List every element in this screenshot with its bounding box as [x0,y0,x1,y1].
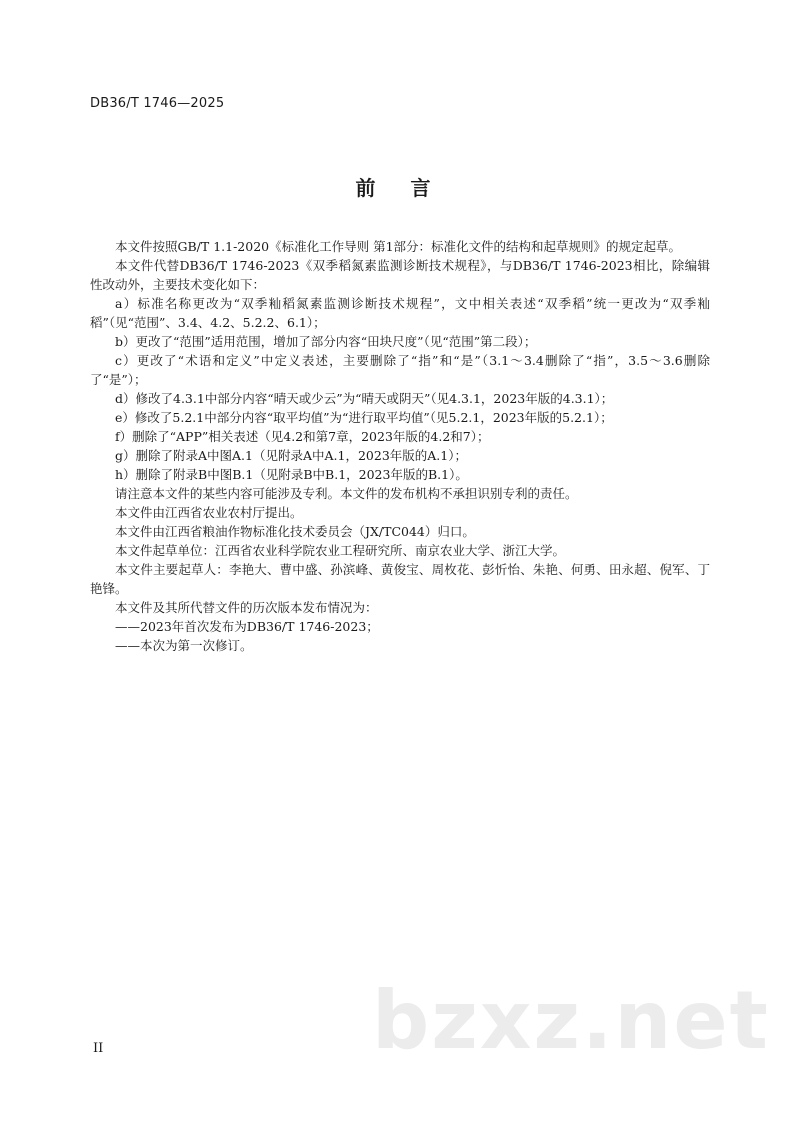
change-item-e: e）修改了5.2.1中部分内容“取平均值”为“进行取平均值”（见5.2.1，2023年版的5.2.1）； [115,410,613,425]
paragraph-committee: 本文件由江西省粮油作物标准化技术委员会（JX/TC044）归口。 [115,524,475,539]
foreword-body [90,237,710,655]
change-item-b: b）更改了“范围”适用范围，增加了部分内容“田块尺度”（见“范围”第二段）； [115,334,537,349]
page-number: II [93,1041,104,1056]
history-item-current: ——本次为第一次修订。 [115,638,253,653]
paragraph-patent-notice: 请注意本文件的某些内容可能涉及专利。本文件的发布机构不承担识别专利的责任。 [115,486,578,501]
watermark-logo: bzxz.net [372,974,770,1067]
history-item-first: ——2023年首次发布为DB36/T 1746-2023； [115,619,379,634]
change-item-h: h）删除了附录B中图B.1（见附录B中B.1，2023年版的B.1）。 [115,467,468,482]
change-item-c: c）更改了“术语和定义”中定义表述，主要删除了“指”和“是”（3.1～3.4删除了“指”，3.5～3.6删除了“是”）； [90,353,710,387]
change-item-g: g）删除了附录A中图A.1（见附录A中A.1，2023年版的A.1）； [115,448,467,463]
paragraph-version-history: 本文件及其所代替文件的历次版本发布情况为： [115,600,378,615]
paragraph-drafters: 本文件主要起草人：李艳大、曹中盛、孙滨峰、黄俊宝、周枚花、彭忻怡、朱艳、何勇、田永超、倪军、丁艳锋。 [90,562,710,596]
paragraph-drafting-units: 本文件起草单位：江西省农业科学院农业工程研究所、南京农业大学、浙江大学。 [115,543,566,558]
change-item-d: d）修改了4.3.1中部分内容“晴天或少云”为“晴天或阴天”（见4.3.1，2023年版的4.3.1）； [115,391,614,406]
change-item-f: f）删除了“APP”相关表述（见4.2和第7章，2023年版的4.2和7）； [115,429,490,444]
change-item-a: a）标准名称更改为“双季籼稻氮素监测诊断技术规程”，文中相关表述“双季稻”统一更改为“双季籼稻”（见“范围”、3.4、4.2、5.2.2、6.1）； [90,296,710,330]
document-code: DB36/T 1746—2025 [90,96,225,111]
paragraph-proposer: 本文件由江西省农业农村厅提出。 [115,505,303,520]
paragraph-drafting-rules: 本文件按照GB/T 1.1-2020《标准化工作导则 第1部分：标准化文件的结构和起草规则》的规定起草。 [115,239,682,254]
page-title: 前 言 [355,176,445,200]
paragraph-replaces: 本文件代替DB36/T 1746-2023《双季稻氮素监测诊断技术规程》，与DB36/T 1746-2023相比，除编辑性改动外，主要技术变化如下： [90,258,710,292]
